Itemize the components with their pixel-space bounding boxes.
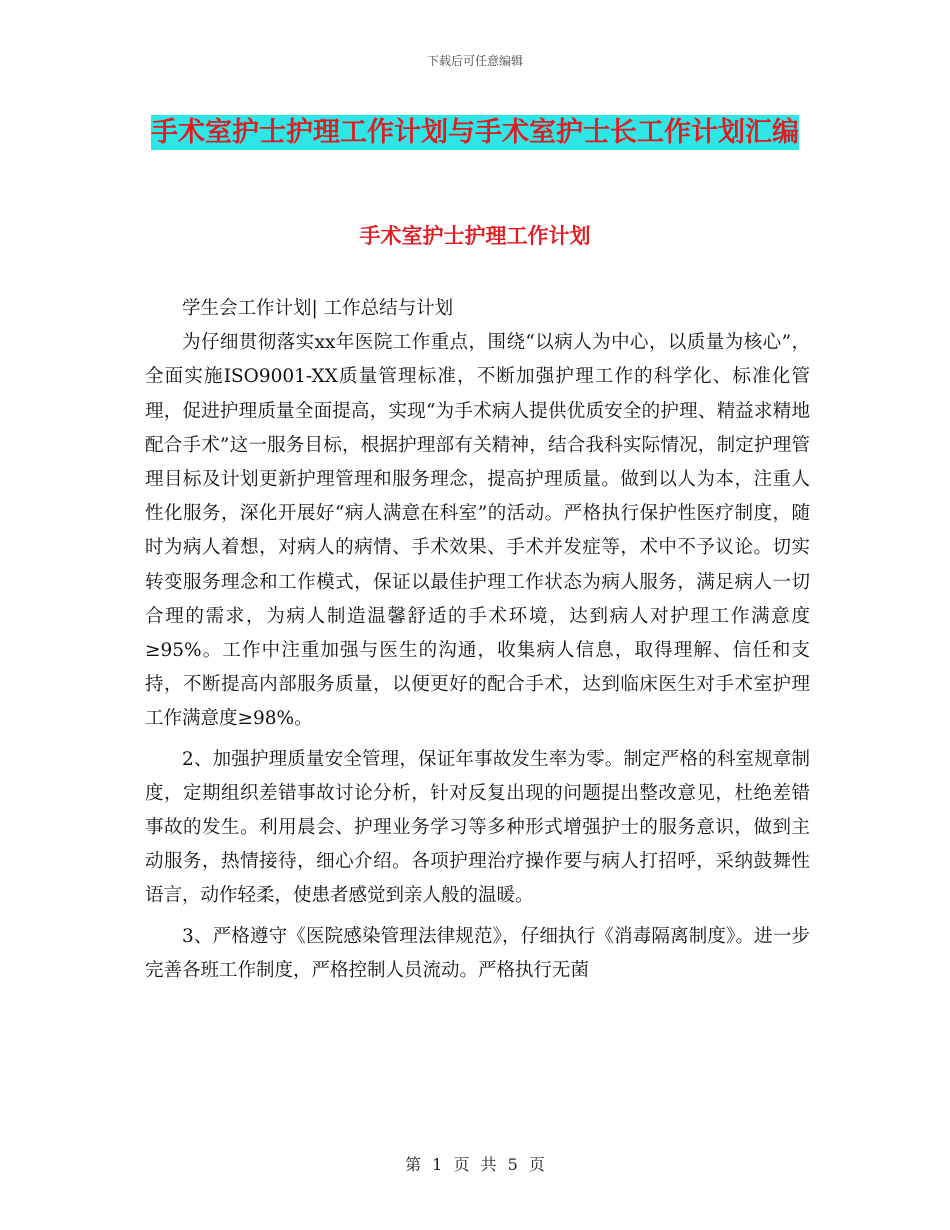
document-title-text: 手术室护士护理工作计划与手术室护士长工作计划汇编 xyxy=(151,117,799,148)
section-title: 手术室护士护理工作计划 xyxy=(359,224,591,248)
document-body xyxy=(145,292,810,988)
document-title xyxy=(140,110,810,156)
paragraph-2: 2、加强护理质量安全管理，保证年事故发生率为零。制定严格的科室规章制度，定期组织差错事故讨论分析，针对反复出现的问题提出整改意见，杜绝差错事故的发生。利用晨会、护理业务学习等多种形式增强护士的服务意识，做到主动服务，热情接待，细心介绍。各项护理治疗操作要与病人打招呼，采纳鼓舞性语言，动作轻柔，使患者感觉到亲人般的温暖。 xyxy=(145,748,810,907)
paragraph-1: 为仔细贯彻落实xx年医院工作重点，围绕“以病人为中心，以质量为核心”，全面实施ISO9001-XX质量管理标准，不断加强护理工作的科学化、标准化管理，促进护理质量全面提高，实现“为手术病人提供优质安全的护理、精益求精地配合手术”这一服务目标，根据护理部有关精神，结合我科实际情况，制定护理管理目标及计划更新护理管理和服务理念，提高护理质量。做到以人为本，注重人性化服务，深化开展好“病人满意在科室”的活动。严格执行保护性医疗制度，随时为病人着想，对病人的病情、手术效果、手术并发症等，术中不予议论。切实转变服务理念和工作模式，保证以最佳护理工作状态为病人服务，满足病人一切合理的需求，为病人制造温馨舒适的手术环境，达到病人对护理工作满意度≥95%。工作中注重加强与医生的沟通，收集病人信息，取得理解、信任和支持，不断提高内部服务质量，以便更好的配合手术，达到临床医生对手术室护理工作满意度≥98%。 xyxy=(145,332,810,730)
header-note: 下载后可任意编辑 xyxy=(426,54,523,68)
page-footer: 第 1 页 共 5 页 xyxy=(405,1155,545,1174)
paragraph-3: 3、严格遵守《医院感染管理法律规范》，仔细执行《消毒隔离制度》。进一步完善各班工作制度，严格控制人员流动。严格执行无菌 xyxy=(145,925,810,981)
subtitle-line: 学生会工作计划| 工作总结与计划 xyxy=(182,298,454,319)
